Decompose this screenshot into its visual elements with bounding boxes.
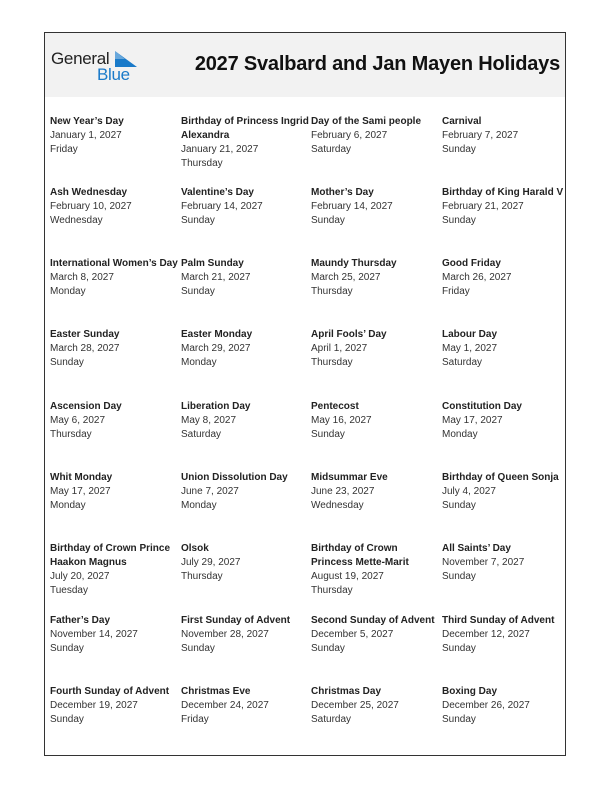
holiday-name: Birthday of King Harald V [442,187,564,198]
holiday-entry [442,685,570,727]
holiday-date: December 19, 2027 [50,700,138,711]
holiday-entry [50,186,178,228]
holiday-name: Maundy Thursday [311,258,397,269]
holiday-name: Birthday of Crown Prince Haakon Magnus [50,543,171,568]
holiday-weekday: Sunday [442,215,476,226]
holiday-entry [311,542,439,598]
holiday-name: Pentecost [311,401,359,412]
holiday-entry [442,614,570,656]
holiday-weekday: Sunday [50,357,84,368]
holiday-name: Boxing Day [442,686,498,697]
holiday-date: January 1, 2027 [50,130,122,141]
holiday-date: December 12, 2027 [442,629,530,640]
holiday-name: Union Dissolution Day [181,472,288,483]
holiday-weekday: Sunday [311,215,345,226]
holiday-name: Constitution Day [442,401,522,412]
holiday-date: February 7, 2027 [442,130,519,141]
holiday-name: Fourth Sunday of Advent [50,686,170,697]
holiday-weekday: Friday [50,144,78,155]
holiday-weekday: Monday [50,500,86,511]
page-frame [44,32,566,756]
holiday-entry [442,257,570,299]
holiday-entry [181,471,309,513]
holiday-weekday: Wednesday [311,500,364,511]
holiday-name: Olsok [181,543,209,554]
holiday-weekday: Sunday [442,144,476,155]
holiday-weekday: Saturday [311,714,352,725]
holiday-entry [50,685,178,727]
holiday-name: Day of the Sami people [311,116,422,127]
holiday-date: May 17, 2027 [442,415,503,426]
holiday-date: December 26, 2027 [442,700,530,711]
header [45,33,565,97]
holiday-weekday: Saturday [311,144,352,155]
holiday-date: February 10, 2027 [50,201,132,212]
holiday-entry [50,542,178,598]
holiday-entry [50,257,178,299]
holiday-entry [311,471,439,513]
holiday-name: All Saints’ Day [442,543,511,554]
holiday-date: February 21, 2027 [442,201,524,212]
holiday-date: May 8, 2027 [181,415,237,426]
holiday-name: New Year’s Day [50,116,124,127]
holiday-name: Father’s Day [50,615,111,626]
holiday-entry [181,400,309,442]
holiday-weekday: Sunday [311,429,345,440]
holiday-entry [311,400,439,442]
holiday-entry [181,115,309,171]
holiday-date: March 8, 2027 [50,272,114,283]
holiday-date: March 26, 2027 [442,272,512,283]
holiday-entry [442,186,570,228]
holiday-name: Easter Sunday [50,329,120,340]
holiday-weekday: Sunday [442,643,476,654]
holiday-weekday: Sunday [181,286,215,297]
holiday-name: Palm Sunday [181,258,244,269]
holiday-date: May 1, 2027 [442,343,498,354]
holiday-name: Whit Monday [50,472,113,483]
holiday-entry [50,115,178,157]
holiday-weekday: Sunday [50,643,84,654]
holiday-date: December 25, 2027 [311,700,399,711]
holiday-entry [50,328,178,370]
holiday-name: Birthday of Princess Ingrid Alexandra [181,116,309,141]
holiday-name: Ascension Day [50,401,122,412]
holiday-name: April Fools’ Day [311,329,387,340]
holiday-date: November 7, 2027 [442,557,525,568]
holiday-entry [311,614,439,656]
holiday-date: May 17, 2027 [50,486,111,497]
holiday-entry [181,257,309,299]
holiday-entry [442,400,570,442]
holiday-weekday: Thursday [50,429,92,440]
holiday-name: Mother’s Day [311,187,374,198]
holiday-entry [442,542,570,584]
holiday-date: April 1, 2027 [311,343,368,354]
holiday-name: Valentine’s Day [181,187,254,198]
holiday-entry [311,685,439,727]
holiday-name: Christmas Eve [181,686,251,697]
holiday-name: Third Sunday of Advent [442,615,555,626]
holiday-weekday: Friday [442,286,470,297]
holiday-date: March 25, 2027 [311,272,381,283]
logo-blue-text: Blue [97,65,130,84]
holiday-date: May 16, 2027 [311,415,372,426]
holiday-date: December 5, 2027 [311,629,394,640]
holiday-weekday: Tuesday [50,585,88,596]
holiday-date: July 4, 2027 [442,486,496,497]
holiday-weekday: Monday [50,286,86,297]
holiday-weekday: Saturday [442,357,483,368]
logo [51,49,141,85]
holiday-date: June 7, 2027 [181,486,239,497]
holiday-date: November 14, 2027 [50,629,138,640]
holiday-weekday: Sunday [50,714,84,725]
holiday-name: Easter Monday [181,329,253,340]
holiday-weekday: Sunday [181,643,215,654]
holiday-date: January 21, 2027 [181,144,259,155]
holiday-weekday: Wednesday [50,215,103,226]
holiday-weekday: Saturday [181,429,222,440]
holiday-weekday: Monday [442,429,478,440]
holiday-weekday: Monday [181,357,217,368]
holiday-date: August 19, 2027 [311,571,384,582]
holiday-entry [181,542,309,584]
holiday-weekday: Thursday [311,585,353,596]
holiday-weekday: Sunday [442,500,476,511]
holiday-entry [50,614,178,656]
holiday-date: March 21, 2027 [181,272,251,283]
holiday-name: Birthday of Queen Sonja [442,472,559,483]
holiday-weekday: Sunday [442,571,476,582]
holiday-weekday: Monday [181,500,217,511]
holiday-weekday: Thursday [181,571,223,582]
page-title: 2027 Svalbard and Jan Mayen Holidays [194,53,560,75]
holiday-entry [442,471,570,513]
holiday-entry [442,115,570,157]
holiday-date: July 29, 2027 [181,557,241,568]
holiday-weekday: Sunday [311,643,345,654]
holiday-name: Birthday of Crown Princess Mette-Marit [311,543,409,568]
holiday-entry [50,400,178,442]
holiday-weekday: Thursday [181,158,223,169]
holiday-date: May 6, 2027 [50,415,106,426]
holiday-entry [311,328,439,370]
holiday-date: March 28, 2027 [50,343,120,354]
holiday-entry [181,186,309,228]
holiday-name: Second Sunday of Advent [311,615,435,626]
holiday-date: December 24, 2027 [181,700,269,711]
holiday-name: Ash Wednesday [50,187,128,198]
logo-general-text: General [51,49,110,68]
holiday-name: Liberation Day [181,401,251,412]
holiday-weekday: Thursday [311,357,353,368]
holiday-date: March 29, 2027 [181,343,251,354]
holiday-entry [181,685,309,727]
holiday-weekday: Sunday [181,215,215,226]
holiday-name: Carnival [442,116,482,127]
holiday-weekday: Friday [181,714,209,725]
holiday-date: February 14, 2027 [181,201,263,212]
holiday-date: June 23, 2027 [311,486,375,497]
holiday-weekday: Thursday [311,286,353,297]
holiday-date: February 14, 2027 [311,201,393,212]
holiday-name: Midsummar Eve [311,472,388,483]
holiday-name: Christmas Day [311,686,382,697]
holiday-entry [181,328,309,370]
holiday-entry [311,257,439,299]
holiday-entry [442,328,570,370]
holiday-weekday: Sunday [442,714,476,725]
holiday-entry [181,614,309,656]
holiday-date: February 6, 2027 [311,130,388,141]
holiday-name: International Women’s Day [50,258,178,269]
holiday-date: July 20, 2027 [50,571,110,582]
holiday-name: Good Friday [442,258,501,269]
holiday-name: First Sunday of Advent [181,615,291,626]
holiday-entry [311,115,439,157]
holiday-entry [50,471,178,513]
holiday-name: Labour Day [442,329,498,340]
holiday-entry [311,186,439,228]
holiday-date: November 28, 2027 [181,629,269,640]
